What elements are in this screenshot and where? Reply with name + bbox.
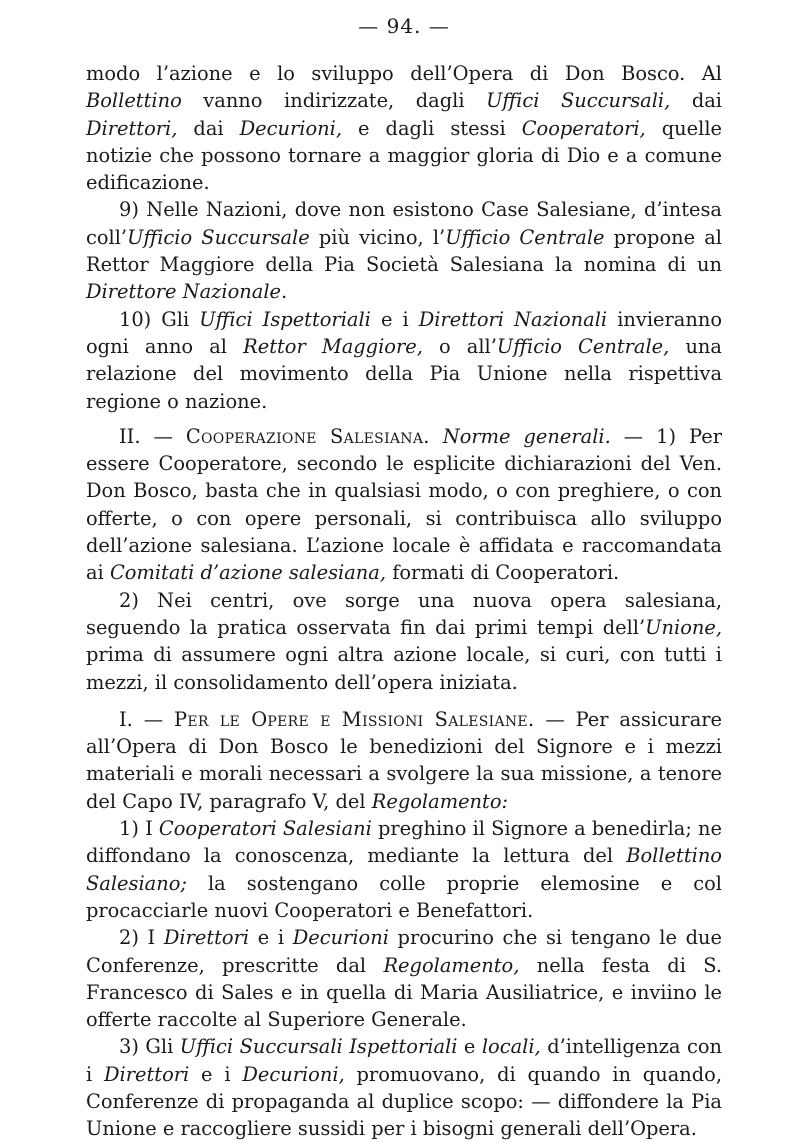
text-run: e i (370, 307, 419, 331)
text-run: 3) Gli (119, 1035, 180, 1059)
italic-run: Rettor Maggiore, (243, 334, 423, 358)
italic-run: Decurioni, (239, 116, 342, 140)
italic-run: Ufficio Succursale (127, 225, 310, 249)
text-run: o all’ (422, 334, 497, 358)
paragraph-section-I-point-1 (86, 815, 722, 924)
text-run: e (457, 1035, 482, 1059)
text-run: e i (249, 926, 293, 950)
text-run: modo l’azione e lo sviluppo dell’Opera di Don Bosco. Al (86, 62, 722, 85)
italic-run: Norme generali. (442, 424, 611, 448)
text-run: e i (189, 1062, 243, 1086)
paragraph-section-I-point-2 (86, 924, 722, 1033)
section-spacer (86, 696, 722, 706)
text-run: 2) I (119, 926, 164, 950)
text-run: e dagli stessi (342, 116, 522, 140)
paragraph-point-10 (86, 306, 722, 415)
text-run: quelle notizie che possono tornare a maggior gloria di Dio e a comune edificazione. (86, 116, 722, 195)
text-run: formati di Cooperatori. (386, 561, 620, 585)
text-run: dai (670, 89, 723, 113)
text-run: promuovano, di quando in quando, Conferenze di propaganda al duplice scopo: — diffondere la Pia Unione e raccogliere sussidi per i bisogni generali dell’Opera. (86, 1062, 723, 1141)
italic-run: Uffici Succursali Ispettoriali (179, 1035, 458, 1059)
text-run: preghino il Signore a benedirla; ne diffondano la conoscenza, mediante la lettura del (86, 817, 722, 868)
text-run: 10) Gli (119, 307, 200, 331)
italic-run: Regolamento: (371, 789, 509, 813)
text-run: procurino che si tengano le due Conferenze, prescritte dal (86, 926, 723, 977)
section-heading: Cooperazione Salesiana. (185, 424, 430, 448)
paragraph-section-I-point-3 (86, 1033, 722, 1142)
italic-run: Uffici Succursali, (486, 89, 671, 113)
section-heading: Per le Opere e Missioni Salesiane. (174, 707, 535, 731)
italic-run: Bollettino (86, 89, 182, 113)
italic-run: Decurioni, (242, 1062, 345, 1086)
paragraph-section-II-point-1 (86, 423, 722, 587)
italic-run: Direttori (104, 1062, 190, 1086)
document-page (86, 14, 722, 1143)
paragraph-continuation (86, 60, 722, 196)
text-run: 2) Nei centri, ove sorge una nuova opera salesiana, seguendo la pratica osservata fin dai primi tempi dell’ (86, 588, 722, 639)
text-run: — 1) Per essere Cooperatore, secondo le esplicite dichiarazioni del Ven. Don Bosco, basta che in qualsiasi modo, o con preghiere, o con offerte, o con opere personali, si contribuisca allo sviluppo dell’azione salesiana. L’azione locale è affidata e raccomandata ai (86, 424, 722, 585)
text-run: invieranno ogni anno al (86, 307, 723, 358)
section-spacer (86, 415, 722, 423)
italic-run: Regolamento, (383, 953, 520, 977)
text-run: II. — (119, 424, 186, 448)
paragraph-point-9 (86, 196, 722, 305)
italic-run: Direttore Nazionale. (86, 280, 288, 304)
italic-run: locali, (481, 1035, 541, 1059)
italic-run: Cooperatori Salesiani (158, 817, 372, 841)
page-number: — 94. — (358, 14, 450, 38)
italic-run: Comitati d’azione salesiana, (109, 561, 387, 585)
text-run: prima di assumere ogni altra azione locale, si curi, con tutti i mezzi, il consolidamento dell’opera iniziata. (86, 643, 722, 694)
text-run (430, 425, 443, 448)
text-run: dai (177, 116, 240, 140)
italic-run: Direttori (163, 926, 250, 950)
italic-run: Cooperatori, (521, 116, 646, 140)
text-run: propone al Rettor Maggiore della Pia Società Salesiana la nomina di un (86, 225, 723, 277)
text-body (86, 60, 722, 1143)
text-run: una relazione del movimento della Pia Unione nella rispettiva regione o nazione. (86, 334, 722, 413)
italic-run: Bollettino Salesiano; (86, 844, 722, 895)
paragraph-section-II-point-2 (86, 587, 722, 696)
italic-run: Ufficio Centrale, (496, 334, 670, 358)
italic-run: Uffici Ispettoriali (199, 307, 371, 331)
text-run: la sostengano colle proprie elemosine e col procacciarle nuovi Cooperatori e Benefattori. (86, 871, 722, 922)
paragraph-section-I-intro (86, 706, 722, 815)
text-run: I. — (119, 707, 175, 731)
text-run: 9) Nelle Nazioni, dove non esistono Case Salesiane, d’intesa coll’ (86, 198, 722, 249)
text-run: — Per assicurare all’Opera di Don Bosco le benedizioni del Signore e i mezzi materiali e morali necessari a svolgere la sua missione, a tenore del Capo IV, paragrafo V, del (86, 707, 723, 813)
italic-run: Ufficio Centrale (445, 225, 605, 249)
italic-run: Direttori Nazionali (418, 307, 608, 331)
text-run: più vicino, l’ (309, 225, 446, 249)
text-run: vanno indirizzate, dagli (181, 89, 487, 113)
text-run: nella festa di S. Francesco di Sales e in quella di Maria Ausiliatrice, e inviino le offerte raccolte al Superiore Generale. (86, 953, 722, 1032)
text-run: 1) I (119, 817, 159, 841)
italic-run: Unione, (645, 615, 722, 639)
text-run: d’intelligenza con i (86, 1035, 722, 1086)
italic-run: Direttori, (86, 116, 178, 140)
italic-run: Decurioni (292, 926, 389, 950)
